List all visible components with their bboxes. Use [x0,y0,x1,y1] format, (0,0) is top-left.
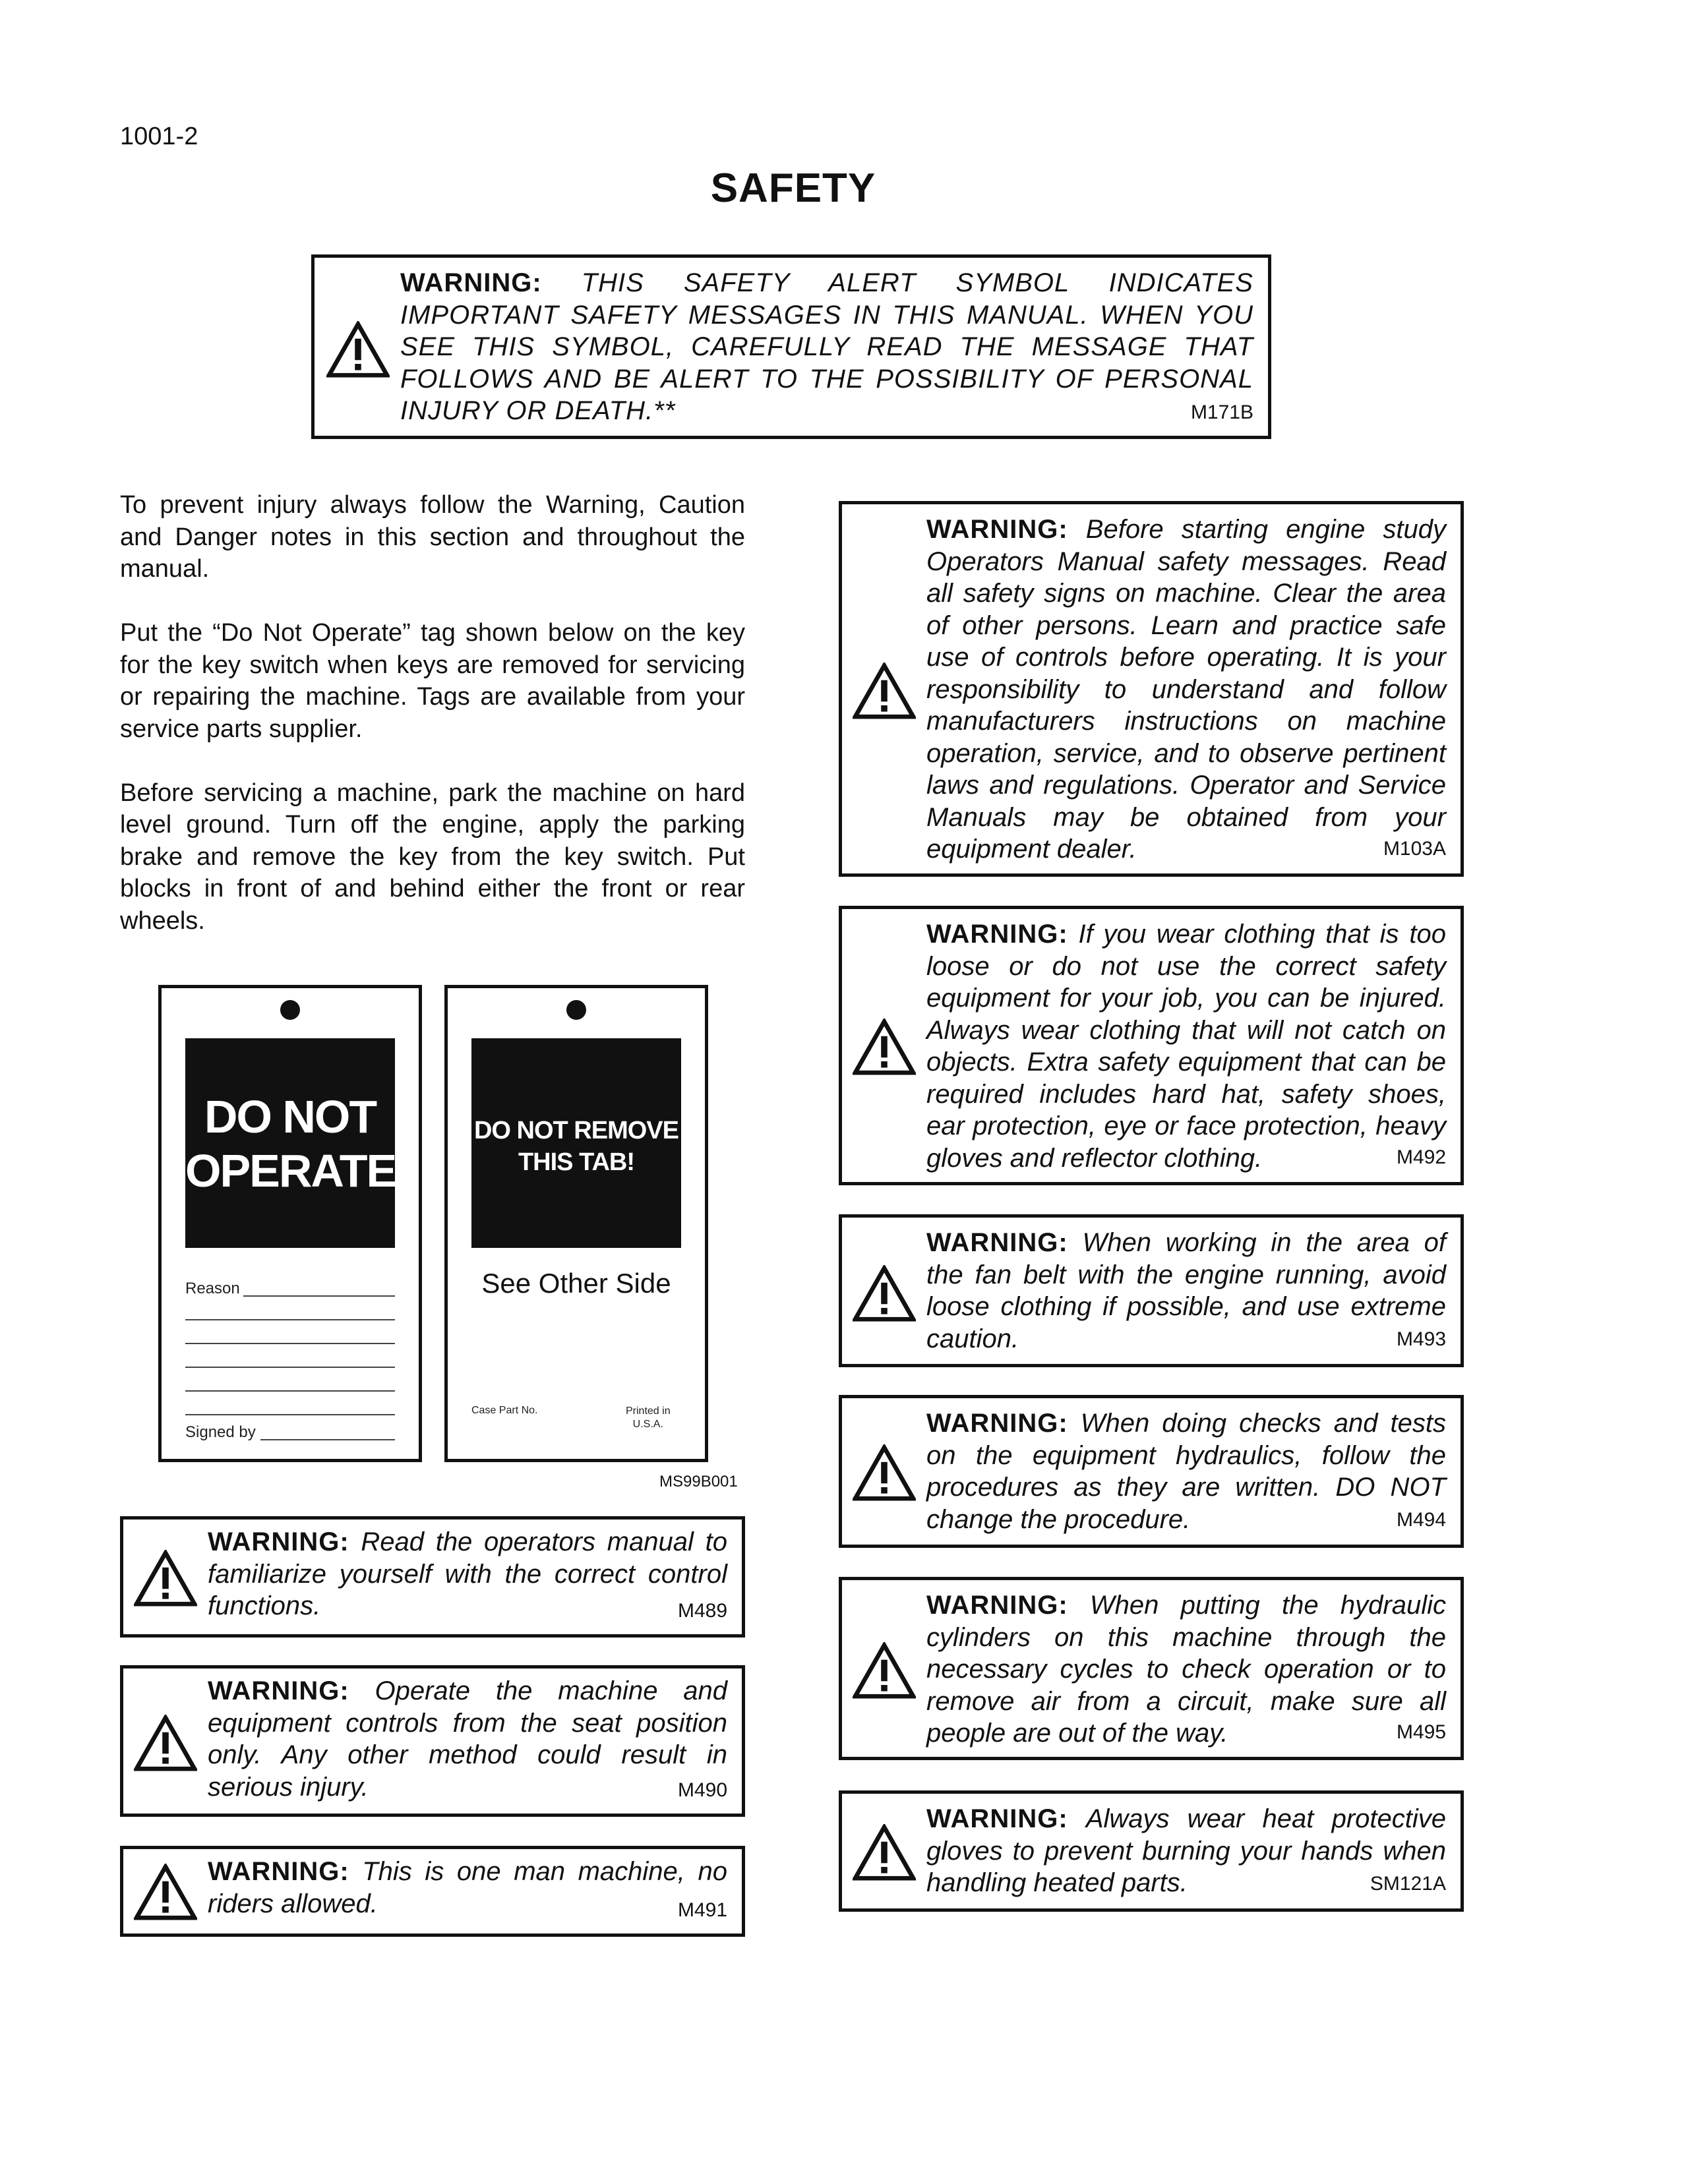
warning-message: When doing checks and tests on the equipment hydraulics, follow the procedures as they are written. DO NOT change the procedure. [926,1409,1446,1534]
tag-title-line1: DO NOT [204,1091,377,1142]
warning-message: When working in the area of the fan belt with the engine running, avoid loose clothing if possible, and use extreme caution. [926,1228,1446,1353]
tag-printed-line1: Printed in [626,1405,671,1417]
alert-triangle-icon [326,321,390,378]
warning-text [926,1407,1446,1535]
alert-triangle-icon [853,1642,916,1699]
warning-text [208,1675,727,1803]
tag-line [185,1319,395,1320]
tag-line [185,1343,395,1344]
warning-code: M492 [1396,1146,1446,1168]
alert-triangle-icon [853,1824,916,1881]
tag-printed-in [626,1405,671,1431]
tag-part-no: Case Part No. [471,1405,538,1416]
warning-code: M103A [1383,838,1446,860]
intro-text [120,489,745,969]
warning-label: WARNING: [926,920,1068,949]
alert-box [311,254,1271,439]
warning-box [120,1665,745,1817]
do-not-operate-tag-front [158,985,422,1462]
alert-label: WARNING: [400,268,542,297]
warning-label: WARNING: [926,1409,1068,1438]
tag-see-other-side: See Other Side [481,1268,671,1299]
warning-box [839,1214,1464,1367]
warning-text [208,1856,727,1920]
warning-message: Before starting engine study Operators Manual safety messages. Read all safety signs on machine. Clear the area of other persons. Learn and practice safe use of controls before operating. It is your responsibility to understand and follow manufacturers instructions on machine operation, service, and to observe pertinent laws and regulations. Operator and Service Manuals may be obtained from your equipment dealer. [926,515,1446,864]
alert-triangle-icon [853,1265,916,1322]
warning-code: M491 [677,1899,727,1921]
warning-message: When putting the hydraulic cylinders on this machine through the necessary cycles to check operation or to remove air from a circuit, make sure all people are out of the way. [926,1591,1446,1748]
tag-printed-line2: U.S.A. [632,1419,663,1430]
tag-line [185,1390,395,1392]
warning-box [120,1846,745,1937]
tag-back-line1: DO NOT REMOVE [473,1117,679,1144]
alert-code: M171B [1190,401,1253,423]
warning-text [208,1526,727,1622]
figure-code: MS99B001 [659,1473,738,1490]
alert-triangle-icon [853,1444,916,1501]
alert-triangle-icon [134,1550,197,1607]
warning-box [839,1577,1464,1760]
warning-code: M490 [677,1779,727,1801]
warning-label: WARNING: [926,1228,1068,1257]
tag-title-line2: OPERATE [185,1145,396,1196]
alert-triangle-icon [853,1018,916,1075]
intro-paragraph: Put the “Do Not Operate” tag shown below on the key for the key switch when keys are removed for servicing or repairing the machine. Tags are available from your service parts supplier. [120,619,745,743]
page-title: SAFETY [710,165,876,211]
do-not-operate-tag-back [444,985,708,1462]
warning-code: M489 [677,1600,727,1622]
warning-label: WARNING: [208,1527,349,1556]
intro-paragraph: To prevent injury always follow the Warning, Caution and Danger notes in this section and throughout the manual. [120,491,745,583]
warning-label: WARNING: [926,515,1068,544]
warning-message: Read the operators manual to familiarize yourself with the correct control functions. [208,1527,727,1620]
warning-label: WARNING: [208,1857,349,1886]
warning-code: SM121A [1370,1873,1446,1895]
warning-message: If you wear clothing that is too loose or do not use the correct safety equipment for your job, you can be injured. Always wear clothing that will not catch on objects. Extra safety equipment that can be required includes hard hat, safety shoes, ear protection, eye or face protection, heavy gloves and reflector clothing. [926,920,1446,1173]
warning-label: WARNING: [926,1804,1068,1833]
warning-box [120,1516,745,1638]
tag-line [185,1414,395,1415]
warning-text [926,1227,1446,1355]
warning-message: Always wear heat protective gloves to prevent burning your hands when handling heated parts. [926,1804,1446,1897]
warning-text [926,514,1446,866]
warning-message: This is one man machine, no riders allowed. [208,1857,727,1918]
warning-box [839,1395,1464,1548]
page-number: 1001-2 [120,123,198,150]
tag-hole [566,1000,586,1020]
alert-message: THIS SAFETY ALERT SYMBOL INDICATES IMPORTANT SAFETY MESSAGES IN THIS MANUAL. WHEN YOU SEE THIS SYMBOL, CAREFULLY READ THE MESSAGE THAT FOLLOWS AND BE ALERT TO THE POSSIBILITY OF PERSONAL INJURY OR DEATH.** [400,268,1253,425]
tag-line [243,1295,395,1297]
tag-line [260,1439,395,1440]
tag-line [185,1367,395,1368]
tag-signed-label: Signed by [185,1423,256,1441]
warning-code: M493 [1396,1328,1446,1350]
warning-code: M495 [1396,1721,1446,1743]
alert-triangle-icon [134,1715,197,1771]
warning-text [926,918,1446,1174]
warning-code: M494 [1396,1509,1446,1531]
warning-label: WARNING: [926,1591,1068,1620]
tag-black-panel [471,1038,681,1248]
alert-triangle-icon [134,1864,197,1920]
warning-text [926,1589,1446,1750]
warning-box [839,906,1464,1185]
tag-back-line2: THIS TAB! [518,1148,635,1176]
warning-text [926,1803,1446,1899]
warning-box [839,501,1464,877]
tag-hole [280,1000,300,1020]
warning-box [839,1790,1464,1912]
alert-text [400,267,1253,427]
tag-black-panel [185,1038,395,1248]
alert-triangle-icon [853,663,916,719]
warning-label: WARNING: [208,1676,349,1705]
intro-paragraph: Before servicing a machine, park the machine on hard level ground. Turn off the engine, apply the parking brake and remove the key from the key switch. Put blocks in front of and behind either the front or rear wheels. [120,779,745,935]
tag-reason-label: Reason [185,1280,240,1297]
warning-message: Operate the machine and equipment controls from the seat position only. Any other method could result in serious injury. [208,1676,727,1802]
